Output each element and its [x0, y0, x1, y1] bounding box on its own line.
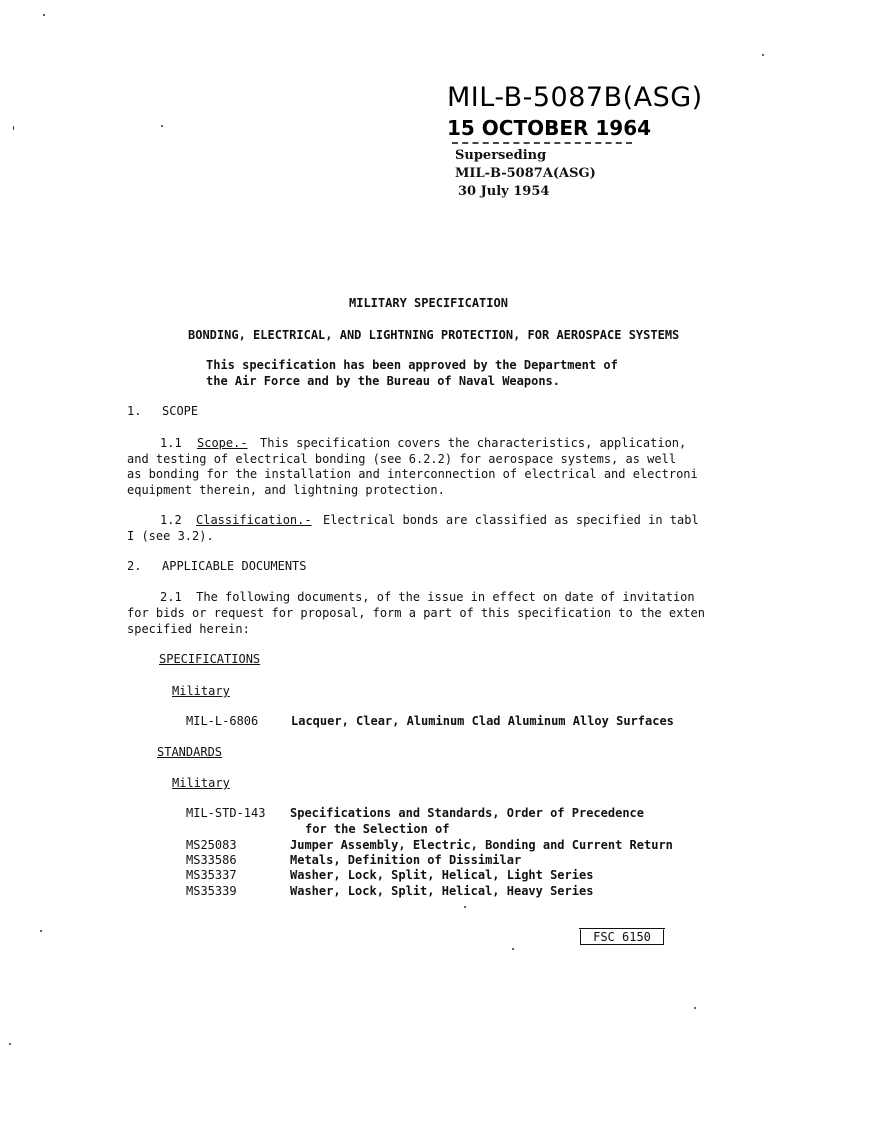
standard-item-desc: Specifications and Standards, Order of Precedence — [290, 806, 645, 820]
standard-item-code: MS33586 — [186, 853, 237, 867]
scan-speck — [13, 126, 14, 130]
scan-speck — [762, 54, 764, 56]
spec-item-code: MIL-L-6806 — [186, 714, 259, 728]
standard-item-code: MS35337 — [186, 868, 237, 882]
para-1-1-label: Scope.- — [197, 436, 248, 450]
para-1-2-label: Classification.- — [196, 513, 312, 527]
approval-line-2: the Air Force and by the Bureau of Naval Weapons. — [206, 374, 561, 388]
spec-subject: BONDING, ELECTRICAL, AND LIGHTNING PROTECTION, FOR AEROSPACE SYSTEMS — [188, 328, 680, 342]
document-date: 15 OCTOBER 1964 — [447, 116, 652, 140]
standards-military-label: Military — [172, 776, 230, 790]
specifications-military-label: Military — [172, 684, 230, 698]
standard-item-code: MS35339 — [186, 884, 237, 898]
superseded-date: 30 July 1954 — [458, 184, 550, 199]
scan-speck — [694, 1007, 696, 1009]
scan-speck — [464, 906, 466, 908]
para-1-1-line-3: as bonding for the installation and interconnection of electrical and electroni — [127, 467, 698, 481]
document-id: MIL-B-5087B(ASG) — [447, 82, 703, 113]
para-1-2-line-2: I (see 3.2). — [127, 529, 214, 543]
standard-item-code: MS25083 — [186, 838, 237, 852]
approval-line-1: This specification has been approved by the Department of — [206, 358, 618, 372]
para-2-1-line-2: for bids or request for proposal, form a part of this specification to the exten — [127, 606, 705, 620]
section-1-heading: SCOPE — [162, 404, 199, 418]
spec-item-desc: Lacquer, Clear, Aluminum Clad Aluminum Alloy Surfaces — [291, 714, 674, 728]
superseding-label: Superseding — [455, 148, 547, 163]
spec-heading: MILITARY SPECIFICATION — [349, 296, 508, 310]
fsc-box: FSC 6150 — [580, 929, 664, 945]
superseded-id: MIL-B-5087A(ASG) — [455, 166, 596, 181]
scan-speck — [161, 125, 163, 127]
standard-item-desc: Washer, Lock, Split, Helical, Light Series — [290, 868, 594, 882]
standard-item-desc: Washer, Lock, Split, Helical, Heavy Series — [290, 884, 594, 898]
scan-speck — [512, 948, 514, 950]
standard-item-desc: Jumper Assembly, Electric, Bonding and Current Return — [290, 838, 673, 852]
section-2-heading: APPLICABLE DOCUMENTS — [162, 559, 307, 573]
standard-item-code: MIL-STD-143 — [186, 806, 266, 820]
para-1-1-number: 1.1 — [160, 436, 182, 450]
scan-speck — [43, 14, 45, 16]
standards-heading: STANDARDS — [157, 745, 223, 759]
para-2-1-line-1: 2.1 The following documents, of the issue in effect on date of invitation — [160, 590, 695, 604]
standard-item-desc-cont: for the Selection of — [305, 822, 450, 836]
para-2-1-line-3: specified herein: — [127, 622, 250, 636]
section-2-number: 2. — [127, 559, 142, 573]
specifications-heading: SPECIFICATIONS — [159, 652, 261, 666]
scan-speck — [40, 930, 42, 932]
scan-speck — [9, 1043, 11, 1045]
para-1-1-line-4: equipment therein, and lightning protection. — [127, 483, 445, 497]
header-divider — [452, 142, 632, 144]
section-1-number: 1. — [127, 404, 142, 418]
para-1-2-line-1: Electrical bonds are classified as specified in tabl — [323, 513, 699, 527]
para-1-2-number: 1.2 — [160, 513, 182, 527]
para-1-1-line-1: This specification covers the characteristics, application, — [260, 436, 687, 450]
para-1-1-line-2: and testing of electrical bonding (see 6.2.2) for aerospace systems, as well — [127, 452, 677, 466]
standard-item-desc: Metals, Definition of Dissimilar — [290, 853, 522, 867]
